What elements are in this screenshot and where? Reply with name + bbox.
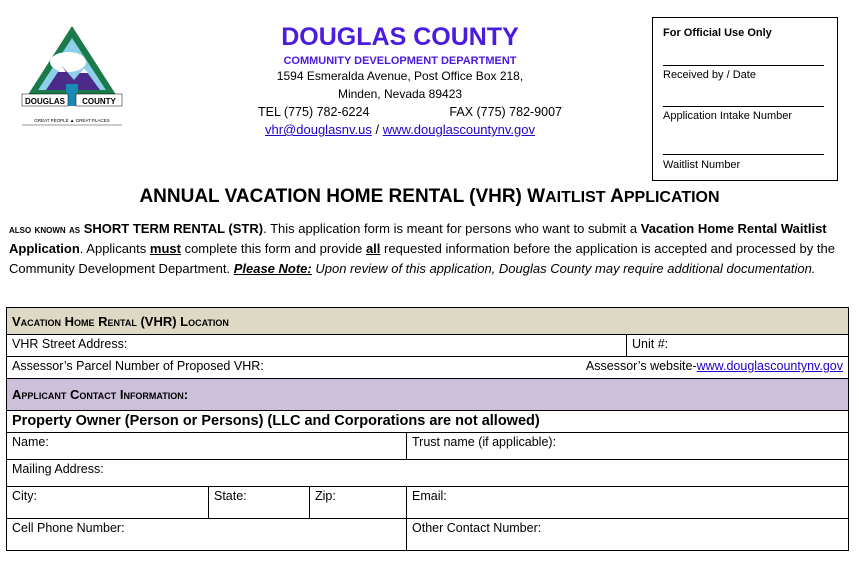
state-field[interactable]: State: — [209, 487, 310, 519]
email-field[interactable]: Email: — [407, 487, 849, 519]
svg-text:DOUGLAS: DOUGLAS — [25, 97, 65, 106]
official-use-box — [652, 17, 838, 181]
svg-text:COUNTY: COUNTY — [82, 97, 116, 106]
location-section-header: Vacation Home Rental (VHR) Location — [7, 308, 849, 335]
address-line-2: Minden, Nevada 89423 — [337, 87, 463, 101]
assessor-website-link[interactable]: www.douglascountynv.gov — [696, 359, 843, 373]
intake-number-label: Application Intake Number — [663, 110, 793, 122]
street-address-field[interactable]: VHR Street Address: — [7, 335, 627, 357]
received-by-label: Received by / Date — [663, 69, 756, 81]
intro-paragraph: also known as SHORT TERM RENTAL (STR). This application form is meant for persons who want to submit a Vacation Home Rental Waitlist Application. Applicants must complete this form and provide all requested information before the application is accepted and processed by the Community Development Department. Please Note: Upon review of this application, Douglas County may require additional documentation. — [9, 221, 835, 276]
contact-section-header: Applicant Contact Information: — [7, 379, 849, 411]
telephone: TEL (775) 782-6224 — [258, 105, 370, 119]
zip-field[interactable]: Zip: — [310, 487, 407, 519]
fax: FAX (775) 782-9007 — [449, 105, 562, 119]
cell-phone-field[interactable]: Cell Phone Number: — [7, 519, 407, 551]
unit-field[interactable]: Unit #: — [627, 335, 849, 357]
trust-name-field[interactable]: Trust name (if applicable): — [407, 433, 849, 460]
vhr-location-table — [6, 307, 849, 380]
waitlist-number-label: Waitlist Number — [663, 159, 741, 171]
city-field[interactable]: City: — [7, 487, 209, 519]
other-contact-field[interactable]: Other Contact Number: — [407, 519, 849, 551]
douglas-county-logo — [18, 24, 126, 128]
address-line-1: 1594 Esmeralda Avenue, Post Office Box 218, — [276, 69, 524, 83]
email-link[interactable]: vhr@douglasnv.us — [265, 122, 372, 137]
svg-text:GREAT PEOPLE ▲ GREAT PLACES: GREAT PEOPLE ▲ GREAT PLACES — [34, 118, 110, 123]
county-name: DOUGLAS COUNTY — [281, 23, 519, 51]
parcel-number-field[interactable]: Assessor’s Parcel Number of Proposed VHR: Assessor’s website-www.douglascountynv.gov — [7, 357, 849, 379]
official-use-title: For Official Use Only — [663, 27, 772, 39]
agency-header — [230, 22, 570, 139]
website-link[interactable]: www.douglascountynv.gov — [382, 122, 535, 137]
department-name: COMMUNITY DEVELOPMENT DEPARTMENT — [283, 55, 517, 67]
mailing-address-field[interactable]: Mailing Address: — [7, 460, 849, 487]
form-title: ANNUAL VACATION HOME RENTAL (VHR) WAITLIST APPLICATION — [139, 186, 720, 207]
name-field[interactable]: Name: — [7, 433, 407, 460]
applicant-contact-table — [6, 378, 849, 551]
separator: / — [371, 122, 383, 137]
property-owner-heading: Property Owner (Person or Persons) (LLC and Corporations are not allowed) — [7, 411, 849, 433]
